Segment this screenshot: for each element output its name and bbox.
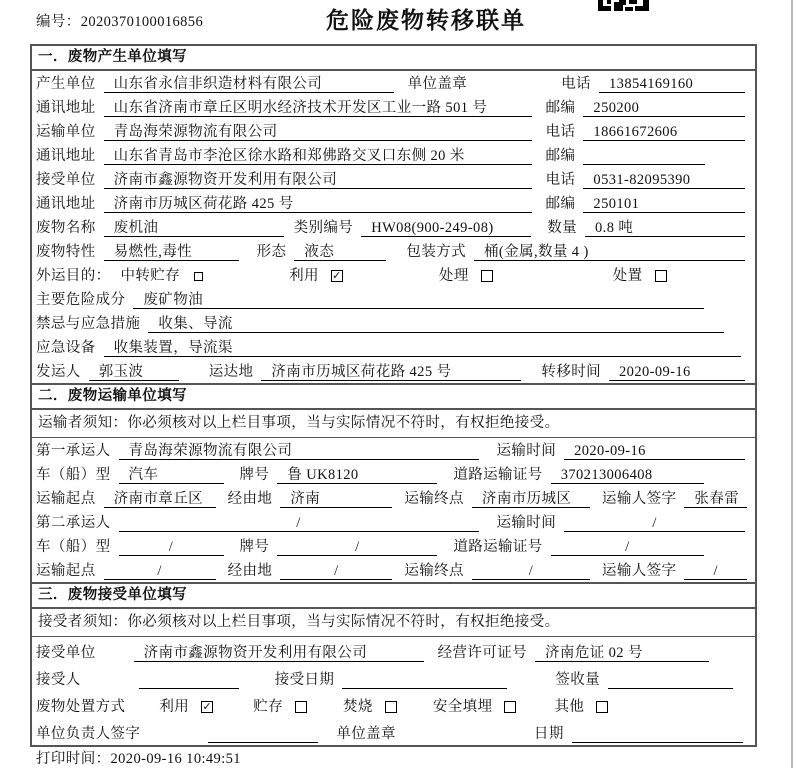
via-value: 济南 <box>280 490 392 508</box>
postcode-label: 邮编 <box>545 196 576 212</box>
waste-property-label: 废物特性 <box>36 244 96 260</box>
postcode-label: 邮编 <box>545 148 576 164</box>
other-checkbox <box>596 701 608 713</box>
phone-label: 电话 <box>561 76 592 92</box>
doc-number <box>36 10 203 31</box>
transporter-name-value: 青岛海荣源物流有限公司 <box>104 123 532 141</box>
qr-code-fragment-icon <box>598 0 650 11</box>
dispose-checkbox <box>655 270 667 282</box>
vehicle-type-2-value: / <box>119 538 224 556</box>
doc-number-value: 2020370100016856 <box>80 14 204 30</box>
producer-unit-value: 山东省永信非织造材料有限公司 <box>104 75 394 93</box>
receiver-unit-label: 接受单位 <box>36 172 96 188</box>
unit-seal-label: 单位盖章 <box>336 726 396 742</box>
waste-property-value: 易燃性,毒性 <box>104 243 239 261</box>
landfill-checkbox <box>504 701 516 713</box>
origin-2-value: / <box>104 562 216 580</box>
doc-number-label: 编号： <box>36 14 81 30</box>
destination-value: 济南市历城区荷花路 425 号 <box>261 363 521 381</box>
transport-date-label: 运输时间 <box>496 443 557 459</box>
received-amount-label: 签收量 <box>555 672 601 688</box>
phone-label: 电话 <box>545 124 576 140</box>
second-carrier-row <box>32 510 755 534</box>
section-header-1: 一．废物产生单位填写 <box>32 46 755 71</box>
road-permit-2-value: / <box>551 538 704 556</box>
waste-name-value: 废机油 <box>104 219 284 237</box>
emergency-equipment-value: 收集装置，导流渠 <box>104 339 741 357</box>
emergency-equipment-row <box>32 335 755 359</box>
via-label: 经由地 <box>227 491 273 507</box>
packaging-value: 桶(金属,数量 4 ) <box>474 243 745 261</box>
postal-address-label: 通讯地址 <box>36 100 96 116</box>
receive-date-label: 接受日期 <box>274 672 335 688</box>
producer-postcode-value: 250200 <box>583 99 745 117</box>
origin-label: 运输起点 <box>36 563 96 579</box>
landfill-label: 安全填埋 <box>432 699 493 715</box>
plate-number-label: 牌号 <box>239 539 270 555</box>
form-state-value: 液态 <box>294 243 386 261</box>
transfer-date-value: 2020-09-16 <box>609 363 745 381</box>
vehicle-row-2 <box>32 534 755 558</box>
dispose-label: 处置 <box>612 268 643 284</box>
incinerate-checkbox <box>385 701 397 713</box>
receive-person-row <box>32 664 755 691</box>
receiver-unit-row <box>32 167 755 191</box>
second-carrier-label: 第二承运人 <box>36 515 111 531</box>
waste-name-label: 废物名称 <box>36 220 96 236</box>
route-row-1 <box>32 486 755 510</box>
road-permit-value: 370213006408 <box>551 466 704 484</box>
unit-seal-label: 单位盖章 <box>407 76 468 92</box>
via-label: 经由地 <box>227 563 273 579</box>
via-2-value: / <box>280 562 392 580</box>
transporter-postcode-value <box>583 147 705 165</box>
receive-unit-row <box>32 637 755 664</box>
main-hazard-value: 废矿物油 <box>133 291 704 309</box>
producer-phone-value: 13854169160 <box>599 75 745 93</box>
store-checkbox <box>295 701 307 713</box>
transporter-phone-value: 18661672606 <box>583 123 745 141</box>
transport-date-2-value: / <box>564 514 745 532</box>
terminus-value: 济南市历城区 <box>472 490 590 508</box>
other-label: 其他 <box>554 699 585 715</box>
road-permit-label: 道路运输证号 <box>453 467 543 483</box>
utilize-label: 利用 <box>289 268 319 284</box>
transporter-notice-row: 运输者须知：你必须核对以上栏目事项，当与实际情况不符时，有权拒绝接受。 <box>32 410 755 438</box>
vehicle-type-value: 汽车 <box>119 466 224 484</box>
transport-date-value: 2020-09-16 <box>564 442 745 460</box>
print-time <box>36 747 241 768</box>
transit-storage-label: 中转贮存 <box>120 268 181 284</box>
receiver-person-label: 接受人 <box>36 672 81 688</box>
utilize-label: 利用 <box>159 699 190 715</box>
vehicle-type-label: 车（船）型 <box>36 467 111 483</box>
contraindication-value: 收集、导流 <box>148 315 724 333</box>
consignor-value: 郭玉波 <box>89 363 179 381</box>
receiver-address-row <box>32 191 755 215</box>
emergency-equipment-label: 应急设备 <box>36 340 96 356</box>
receiver-name-value: 济南市鑫源物资开发利用有限公司 <box>104 171 532 189</box>
print-time-label: 打印时间： <box>36 751 111 767</box>
plate-number-label: 牌号 <box>239 467 270 483</box>
form-state-label: 形态 <box>256 244 287 260</box>
responsible-sign-value <box>208 725 318 743</box>
first-carrier-row <box>32 438 755 462</box>
utilize-checkbox: ✓ <box>202 701 213 713</box>
phone-label: 电话 <box>545 172 576 188</box>
postal-address-label: 通讯地址 <box>36 148 96 164</box>
origin-label: 运输起点 <box>36 491 96 507</box>
postal-address-label: 通讯地址 <box>36 196 96 212</box>
vehicle-row-1 <box>32 462 755 486</box>
postcode-label: 邮编 <box>545 100 576 116</box>
producer-address-value: 山东省济南市章丘区明水经济技术开发区工业一路 501 号 <box>104 99 532 117</box>
producer-address-row <box>32 95 755 119</box>
page-right-edge <box>791 0 793 768</box>
packaging-label: 包装方式 <box>406 244 467 260</box>
carrier-sign-2-value: / <box>684 562 747 580</box>
responsible-sign-row <box>32 718 755 745</box>
outbound-purpose-label: 外运目的： <box>36 268 111 284</box>
treat-label: 处理 <box>438 268 469 284</box>
contraindication-label: 禁忌与应急措施 <box>36 316 141 332</box>
producer-unit-row <box>32 71 755 95</box>
license-value: 济南危证 02 号 <box>535 644 709 662</box>
consignor-label: 发运人 <box>36 364 81 380</box>
category-code-label: 类别编号 <box>293 220 354 236</box>
consignor-row <box>32 359 755 383</box>
terminus-2-value: / <box>472 562 590 580</box>
main-hazard-row <box>32 287 755 311</box>
terminus-label: 运输终点 <box>404 563 464 579</box>
transporter-address-row <box>32 143 755 167</box>
transfer-date-label: 转移时间 <box>541 364 602 380</box>
category-code-value: HW08(900-249-08) <box>361 219 531 237</box>
receiver-phone-value: 0531-82095390 <box>583 171 745 189</box>
receive-unit-value: 济南市鑫源物资开发利用有限公司 <box>134 644 424 662</box>
transporter-address-value: 山东省青岛市李沧区徐水路和郑佛路交叉口东侧 20 米 <box>104 147 532 165</box>
treat-checkbox <box>481 270 493 282</box>
origin-value: 济南市章丘区 <box>104 490 216 508</box>
terminus-label: 运输终点 <box>404 491 464 507</box>
waste-property-row <box>32 239 755 263</box>
print-time-value: 2020-09-16 10:49:51 <box>110 751 241 767</box>
disposal-method-row <box>32 691 755 718</box>
plate-number-2-value: / <box>277 538 437 556</box>
page-title: 危险废物转移联单 <box>326 8 526 33</box>
section-header-3: 三．废物接受单位填写 <box>32 582 755 609</box>
transport-date-label: 运输时间 <box>496 515 557 531</box>
receiver-postcode-value: 250101 <box>583 195 745 213</box>
section-header-2: 二．废物运输单位填写 <box>32 383 755 410</box>
transport-unit-label: 运输单位 <box>36 124 96 140</box>
carrier-sign-value: 张春雷 <box>684 490 747 508</box>
receiver-address-value: 济南市历城区荷花路 425 号 <box>104 195 532 213</box>
route-row-2 <box>32 558 755 582</box>
incinerate-label: 焚烧 <box>343 699 373 715</box>
carrier-sign-label: 运输人签字 <box>601 563 677 579</box>
contraindication-row <box>32 311 755 335</box>
transport-unit-row <box>32 119 755 143</box>
producer-unit-label: 产生单位 <box>36 76 96 92</box>
transfer-form-table <box>30 44 757 747</box>
received-amount-value <box>608 671 733 689</box>
spacer <box>475 94 561 95</box>
road-permit-label: 道路运输证号 <box>453 539 543 555</box>
disposal-method-label: 废物处置方式 <box>36 699 126 715</box>
vehicle-type-label: 车（船）型 <box>36 539 111 555</box>
store-label: 贮存 <box>253 699 284 715</box>
date-label: 日期 <box>533 726 564 742</box>
transit-storage-checkbox <box>194 272 203 281</box>
responsible-sign-label: 单位负责人签字 <box>36 726 141 742</box>
waste-name-row <box>32 215 755 239</box>
outbound-purpose-row <box>32 263 755 287</box>
destination-label: 运达地 <box>208 364 254 380</box>
quantity-label: 数量 <box>547 220 578 236</box>
date-value <box>572 725 743 743</box>
receiver-notice-row: 接受者须知：你必须核对以上栏目事项，当与实际情况不符时，有权拒绝接受。 <box>32 609 755 637</box>
first-carrier-label: 第一承运人 <box>36 443 111 459</box>
license-label: 经营许可证号 <box>437 645 528 661</box>
carrier-sign-label: 运输人签字 <box>601 491 677 507</box>
quantity-value: 0.8 吨 <box>585 219 745 237</box>
receiver-person-value <box>139 671 239 689</box>
first-carrier-value: 青岛海荣源物流有限公司 <box>119 442 479 460</box>
second-carrier-value: / <box>119 514 479 532</box>
utilize-checkbox: ✓ <box>332 270 342 282</box>
receive-unit-label: 接受单位 <box>36 645 96 661</box>
plate-number-value: 鲁 UK8120 <box>277 466 437 484</box>
receive-date-value <box>342 671 507 689</box>
main-hazard-label: 主要危险成分 <box>36 292 126 308</box>
